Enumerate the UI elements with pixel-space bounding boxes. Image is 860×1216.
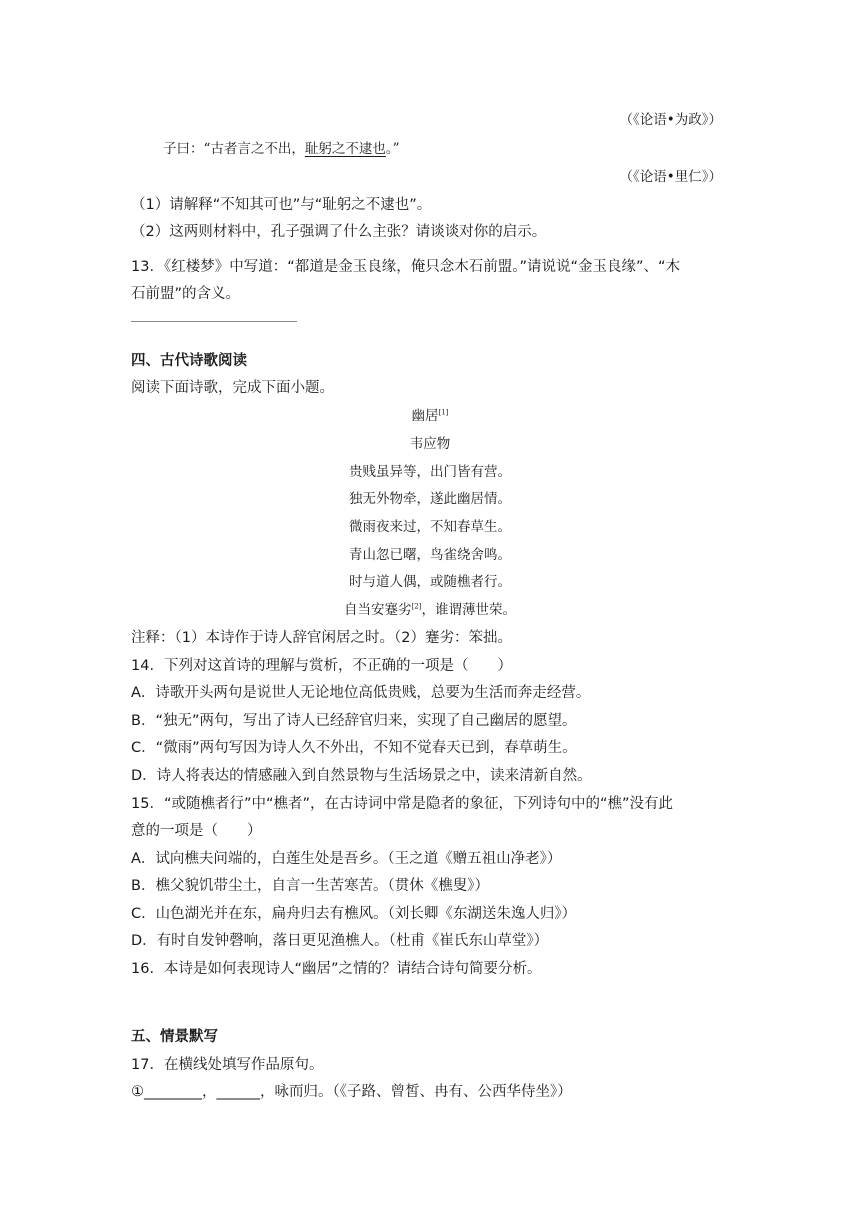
section-4-intro: 阅读下面诗歌，完成下面小题。 bbox=[131, 380, 334, 396]
quote-suffix: 。” bbox=[385, 141, 400, 157]
question-15-stem-line-1: 15．“或随樵者行”中“樵者”，在古诗词中常是隐者的象征，下列诗句中的“樵”没有此 bbox=[131, 796, 674, 812]
answer-line bbox=[131, 321, 297, 322]
section-5-heading: 五、情景默写 bbox=[131, 1029, 218, 1045]
section-4-heading: 四、古代诗歌阅读 bbox=[131, 353, 247, 369]
question-12-part-2: （2）这两则材料中，孔子强调了什么主张？请谈谈对你的启示。 bbox=[131, 224, 547, 240]
question-15-option-d: D．有时自发钟磬响，落日更见渔樵人。（杜甫《崔氏东山草堂》） bbox=[131, 933, 549, 949]
poem-footnote-2: [2] bbox=[411, 602, 422, 611]
poem-last-line-b: ，谁谓薄世荣。 bbox=[421, 602, 516, 618]
source-citation-weizheng: （《论语•为政》） bbox=[619, 112, 722, 128]
question-13-line-1: 13．《红楼梦》中写道：“都道是金玉良缘，俺只念木石前盟。”请说说“金玉良缘”、“木 bbox=[131, 259, 681, 275]
question-13-line-2: 石前盟”的含义。 bbox=[131, 286, 241, 302]
poem-line: 青山忽已曙，鸟雀绕舍鸣。 bbox=[349, 547, 511, 563]
quote-underlined: 耻躬之不逮也 bbox=[304, 141, 386, 157]
question-14-option-a: A．诗歌开头两句是说世人无论地位高低贵贱，总要为生活而奔走经营。 bbox=[131, 685, 591, 701]
question-15-option-c: C．山色湖光并在东，扁舟归去有樵风。（刘长卿《东湖送朱逸人归》） bbox=[131, 906, 577, 922]
poem-author: 韦应物 bbox=[409, 436, 451, 452]
question-14-option-b: B．“独无”两句，写出了诗人已经辞官归来，实现了自己幽居的愿望。 bbox=[131, 713, 577, 729]
poem-line: 时与道人偶，或随樵者行。 bbox=[349, 574, 511, 590]
poem-last-line-a: 自当安蹇劣 bbox=[344, 602, 412, 618]
poem-line: 微雨夜来过，不知春草生。 bbox=[349, 519, 511, 535]
question-17-stem: 17．在横线处填写作品原句。 bbox=[131, 1057, 324, 1073]
question-14-option-d: D．诗人将表达的情感融入到自然景物与生活场景之中，读来清新自然。 bbox=[131, 768, 592, 784]
source-citation-liren: （《论语•里仁》） bbox=[619, 169, 722, 185]
poem-title bbox=[0, 406, 860, 426]
poem-title-text: 幽居 bbox=[411, 408, 439, 424]
poem-title-footnote: [1] bbox=[438, 408, 449, 417]
question-15-option-b: B．樵父貌饥带尘土，自言一生苦寒苦。（贯休《樵叟》） bbox=[131, 878, 489, 894]
question-14-option-c: C．“微雨”两句写因为诗人久不外出，不知不觉春天已到，春草萌生。 bbox=[131, 740, 577, 756]
question-17-item-1: ①________，______，咏而归。（《子路、曾皙、冉有、公西华侍坐》） bbox=[131, 1084, 572, 1100]
question-15-option-a: A．试向樵夫问端的，白莲生处是吾乡。（王之道《赠五祖山净老》） bbox=[131, 851, 562, 867]
poem-line: 贵贱虽异等，出门皆有营。 bbox=[349, 464, 511, 480]
quote-prefix: 子曰：“古者言之不出， bbox=[163, 141, 305, 157]
question-16: 16．本诗是如何表现诗人“幽居”之情的？请结合诗句简要分析。 bbox=[131, 961, 542, 977]
confucius-quote bbox=[163, 139, 400, 159]
question-14-stem: 14．下列对这首诗的理解与赏析，不正确的一项是（ ） bbox=[131, 658, 512, 674]
poem-line bbox=[0, 600, 860, 620]
poem-line: 独无外物牵，遂此幽居情。 bbox=[349, 491, 511, 507]
question-12-part-1: （1）请解释“不知其可也”与“耻躬之不逮也”。 bbox=[131, 197, 432, 213]
poem-notes: 注释：（1）本诗作于诗人辞官闲居之时。（2）蹇劣：笨拙。 bbox=[131, 630, 512, 646]
question-15-stem-line-2: 意的一项是（ ） bbox=[131, 823, 262, 839]
